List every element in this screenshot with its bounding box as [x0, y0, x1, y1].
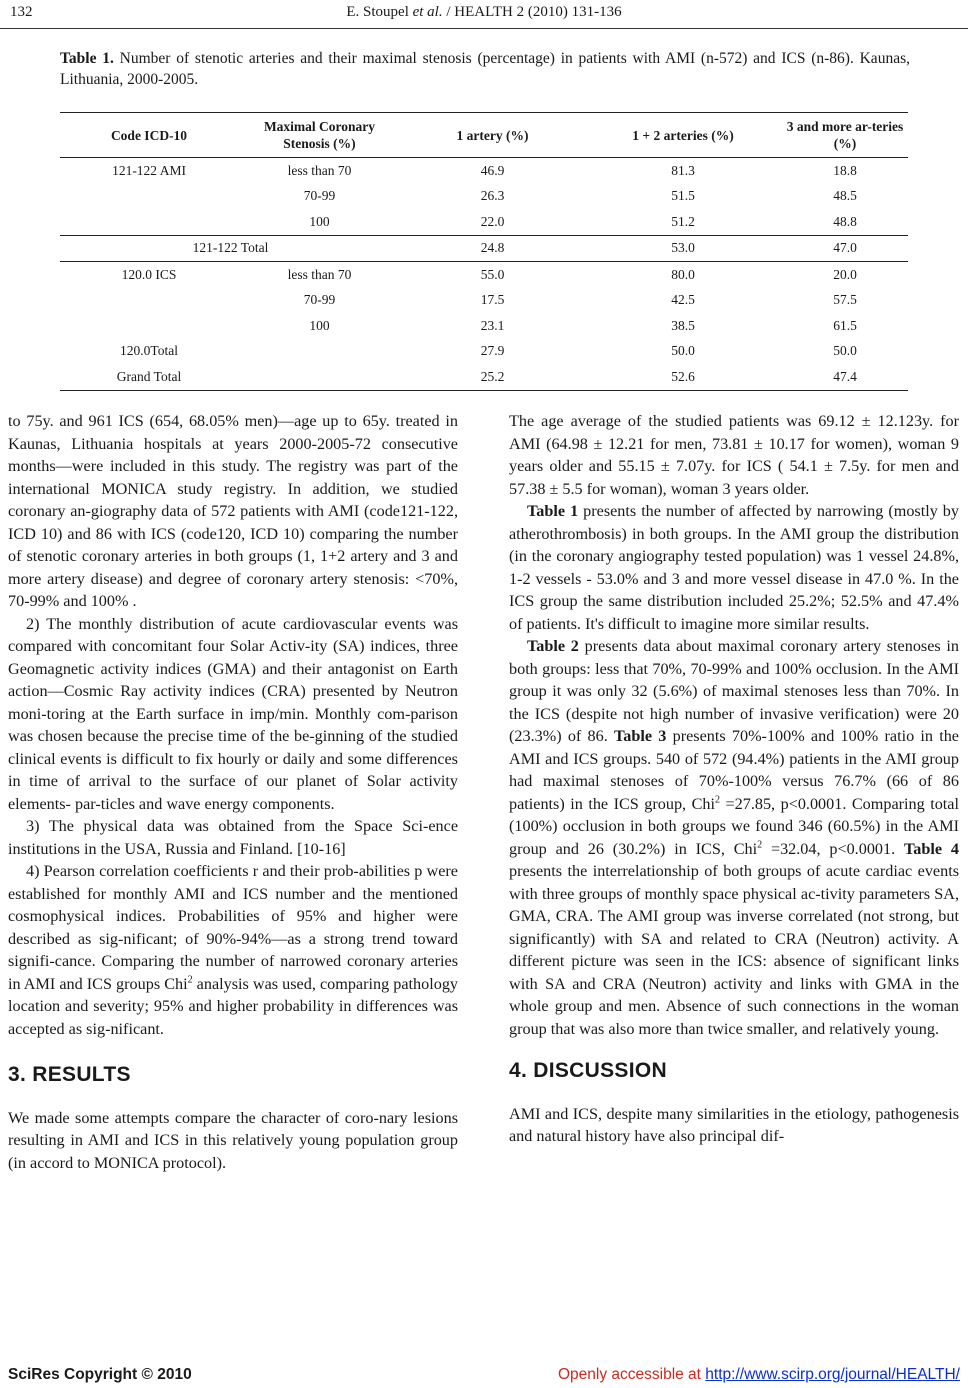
cell-code: [60, 184, 238, 210]
cell-1-2-arteries: 80.0: [584, 262, 782, 288]
paragraph: to 75y. and 961 ICS (654, 68.05% men)—age up to 65y. treated in Kaunas, Lithuania hospitals at years 2000-2005-72 consecutive months—were included in this study. The registry was part of the international MONICA study registry. In addition, we studied coronary an-giography data of 572 patients with AMI (code121-122, ICD 10) and 86 with ICS (code120, ICD 10) comparing the number of stenotic coronary arteries in both groups (1, 1+2 artery and 3 and more artery disease) and degree of coronary artery stenosis: <70%, 70-99% and 100% .: [8, 412, 458, 610]
cell-1-artery: 26.3: [480, 188, 505, 204]
header-journal: / HEALTH 2 (2010) 131-136: [442, 4, 622, 20]
table-ref: Table 2: [527, 637, 579, 655]
paragraph-text: =27.85, p<0.0001. Comparing total (100%) occlusion in both groups we found 346 (60.5%) in the AMI group and 26 (30.2%) in ICS, Chi: [509, 794, 959, 858]
journal-link[interactable]: http://www.scirp.org/journal/HEALTH/: [705, 1366, 960, 1383]
footer-copyright: SciRes Copyright © 2010: [8, 1366, 192, 1383]
cell-1-2-arteries: 52.6: [584, 364, 782, 390]
header-et-al: et al.: [412, 4, 443, 20]
paragraph: The age average of the studied patients was 69.12 ± 12.123y. for AMI (64.98 ± 12.21 for men, 73.81 ± 10.17 for women), woman 9 years older and 55.15 ± 7.07y. for ICS ( 54.1 ± 7.5y. for men and 57.38 ± 5.5 for woman), woman 3 years older.: [509, 412, 959, 498]
superscript: 2: [187, 974, 193, 986]
paragraph-text: analysis was used, comparing pathology location and severity; 95% and higher probability in differences was accepted as sig-nificant.: [8, 974, 459, 1038]
cell-code: [60, 209, 238, 235]
table-ref: Table 3: [613, 727, 667, 745]
cell-code: [60, 288, 238, 314]
superscript: 2: [757, 839, 763, 851]
cell-stenosis: less than 70: [238, 262, 401, 288]
paragraph: [509, 635, 959, 1040]
cell-code: Grand Total: [60, 364, 238, 390]
cell-3-arteries: 47.0: [782, 235, 908, 262]
cell-3-arteries: 47.4: [782, 364, 908, 390]
cell-3-arteries: 20.0: [782, 262, 908, 288]
paragraph: 3) The physical data was obtained from the Space Sci-ence institutions in the USA, Russia and Finland. [10-16]: [8, 817, 458, 858]
left-column: [8, 410, 458, 1174]
table-ref: Table 1: [527, 502, 579, 520]
cell-3-arteries: 57.5: [833, 292, 857, 308]
table-caption-text: Number of stenotic arteries and their maximal stenosis (percentage) in patients with AMI (n-572) and ICS (n-86). Kaunas, Lithuania, 2000-2005.: [60, 50, 910, 88]
cell-stenosis: less than 70: [287, 162, 352, 178]
cell-code: 120.0 ICS: [60, 262, 238, 288]
cell-3-arteries: 61.5: [833, 317, 857, 333]
paragraph-text: =32.04, p<0.0001.: [762, 839, 904, 858]
table-header-row: [60, 113, 908, 158]
paragraph-text: 4) Pearson correlation coefficients r and their prob-abilities p were established for monthly AMI and ICS number and the mentioned cosmophysical indices. Probabilities of 95% and higher were described as sig-nificant; of 90%-94%—as a strong trend toward signifi-cance. Comparing the number of narrowed coronary arteries in AMI and ICS groups Chi: [8, 862, 458, 993]
cell-code: 120.0Total: [120, 343, 178, 359]
cell-1-2-arteries: 38.5: [671, 317, 695, 333]
cell-code: [60, 313, 238, 339]
table-row: [60, 262, 908, 288]
cell-stenosis: 100: [309, 317, 330, 333]
header-3-more-arteries: 3 and more ar-teries (%): [782, 113, 908, 158]
header-authors: E. Stoupel: [346, 4, 413, 20]
paragraph-text: presents the interrelationship of both groups of acute cardiac events with three groups of monthly space physical ac-tivity parameters SA, GMA, CRA. The AMI group was inverse correlated (not strong, but significantly) with SA and related to CRA (Neutron) activity. A different picture was seen in the ICS: absence of significant links with SA and CRA (Neutron) activity and links with GMA in the whole group and men. Absence of such connections in the woman group that was also more than twice smaller, and relatively young.: [509, 862, 959, 1038]
paragraph: 2) The monthly distribution of acute cardiovascular events was compared with concomitant four Solar Activ-ity (SA) indices, three Geomagnetic activity indices (GMA) and their antagonist on Earth action—Cosmic Ray activity indices (CRA) presented by Neutron moni-toring at the Earth surface in imp/min. Monthly com-parison was chosen because the precise time of the be-ginning of the studied clinical events is difficult to fix hourly or daily and some differences in time of arrival to the surface of our planet of Solar activity elements- par-ticles and wave energy components.: [8, 614, 458, 813]
table-row: [60, 158, 908, 184]
paragraph: AMI and ICS, despite many similarities in the etiology, pathogenesis and natural history have also principal dif-: [509, 1104, 959, 1145]
paragraph: We made some attempts compare the character of coro-nary lesions resulting in AMI and ICS in this relatively young population group (in accord to MONICA protocol).: [8, 1108, 458, 1172]
cell-total-label: 121-122 Total: [60, 235, 401, 262]
cell-1-artery: 27.9: [480, 343, 505, 359]
table-caption-label: Table 1.: [60, 50, 114, 67]
table-row: [60, 288, 908, 314]
paragraph-text: presents 70%-100% and 100% ratio in the AMI and ICS groups. 540 of 572 (94.4%) patients in the AMI group had maximal stenoses of 70%-100% versus 76.7% (66 of 86 patients) in the ICS group, Chi: [509, 727, 959, 813]
header-1-2-arteries: 1 + 2 arteries (%): [584, 113, 782, 158]
cell-1-artery: 55.0: [401, 262, 584, 288]
cell-1-artery: 46.9: [480, 162, 505, 178]
cell-1-artery: 22.0: [480, 213, 505, 229]
paragraph-text: presents data about maximal coronary artery stenoses in both groups: less that 70%, 70-99% and 100% occlusion. In the AMI group it was only 32 (5.6%) of maximal stenoses less than 70%. In the ICS (despite not high number of invasive verification) were 20 (23.3%) of 86.: [509, 637, 960, 745]
cell-1-artery: 17.5: [480, 292, 505, 308]
cell-1-2-arteries: 81.3: [671, 162, 695, 178]
table-1: [60, 112, 908, 391]
table-row: [60, 209, 908, 235]
cell-1-2-arteries: 50.0: [671, 343, 695, 359]
cell-3-arteries: 18.8: [833, 162, 857, 178]
superscript: 2: [715, 794, 720, 806]
cell-1-2-arteries: 53.0: [584, 235, 782, 262]
footer-access: [558, 1366, 960, 1384]
cell-1-artery: 23.1: [480, 317, 505, 333]
section-heading-discussion: 4. DISCUSSION: [509, 1059, 667, 1082]
footer-access-text: Openly accessible at: [557, 1366, 706, 1383]
cell-1-2-arteries: 51.5: [671, 188, 695, 204]
cell-code: 121-122 AMI: [112, 162, 186, 178]
section-heading-results: 3. RESULTS: [8, 1063, 131, 1086]
cell-stenosis: [238, 339, 401, 365]
running-header: [0, 4, 968, 21]
right-column: [509, 410, 959, 1148]
paragraph: [509, 500, 959, 635]
table-caption: [60, 48, 910, 90]
table-row-total: [60, 235, 908, 262]
cell-1-2-arteries: 51.2: [671, 213, 695, 229]
header-max-stenosis: Maximal Coronary Stenosis (%): [238, 113, 401, 158]
paragraph: [8, 860, 458, 1040]
cell-1-2-arteries: 42.5: [671, 292, 695, 308]
table-row: [60, 339, 908, 365]
table-row: [60, 313, 908, 339]
cell-3-arteries: 48.5: [833, 188, 857, 204]
cell-3-arteries: 50.0: [833, 343, 857, 359]
cell-1-artery: 24.8: [401, 235, 584, 262]
table-row-grand-total: [60, 364, 908, 390]
cell-stenosis: [238, 364, 401, 390]
paragraph-text: presents the number of affected by narrowing (mostly by atherothrombosis) in both groups. In the AMI group the distribution (in the coronary angiography tested population) was 1 vessel 24.8%, 1-2 vessels - 53.0% and 3 and more vessel disease in 47.0 %. In the ICS group the same distribution included 25.2%; 52.5% and 47.4% of patients. It's difficult to imagine more similar results.: [509, 502, 959, 633]
cell-stenosis: 70-99: [303, 188, 336, 204]
header-rule: [0, 28, 968, 29]
table-row: [60, 184, 908, 210]
cell-stenosis: 100: [309, 213, 330, 229]
header-1-artery: 1 artery (%): [401, 113, 584, 158]
cell-stenosis: 70-99: [303, 292, 336, 308]
cell-3-arteries: 48.8: [833, 213, 857, 229]
cell-1-artery: 25.2: [401, 364, 584, 390]
page-number: 132: [10, 4, 33, 20]
table-ref: Table 4: [903, 839, 959, 858]
header-code-icd: Code ICD-10: [60, 113, 238, 158]
